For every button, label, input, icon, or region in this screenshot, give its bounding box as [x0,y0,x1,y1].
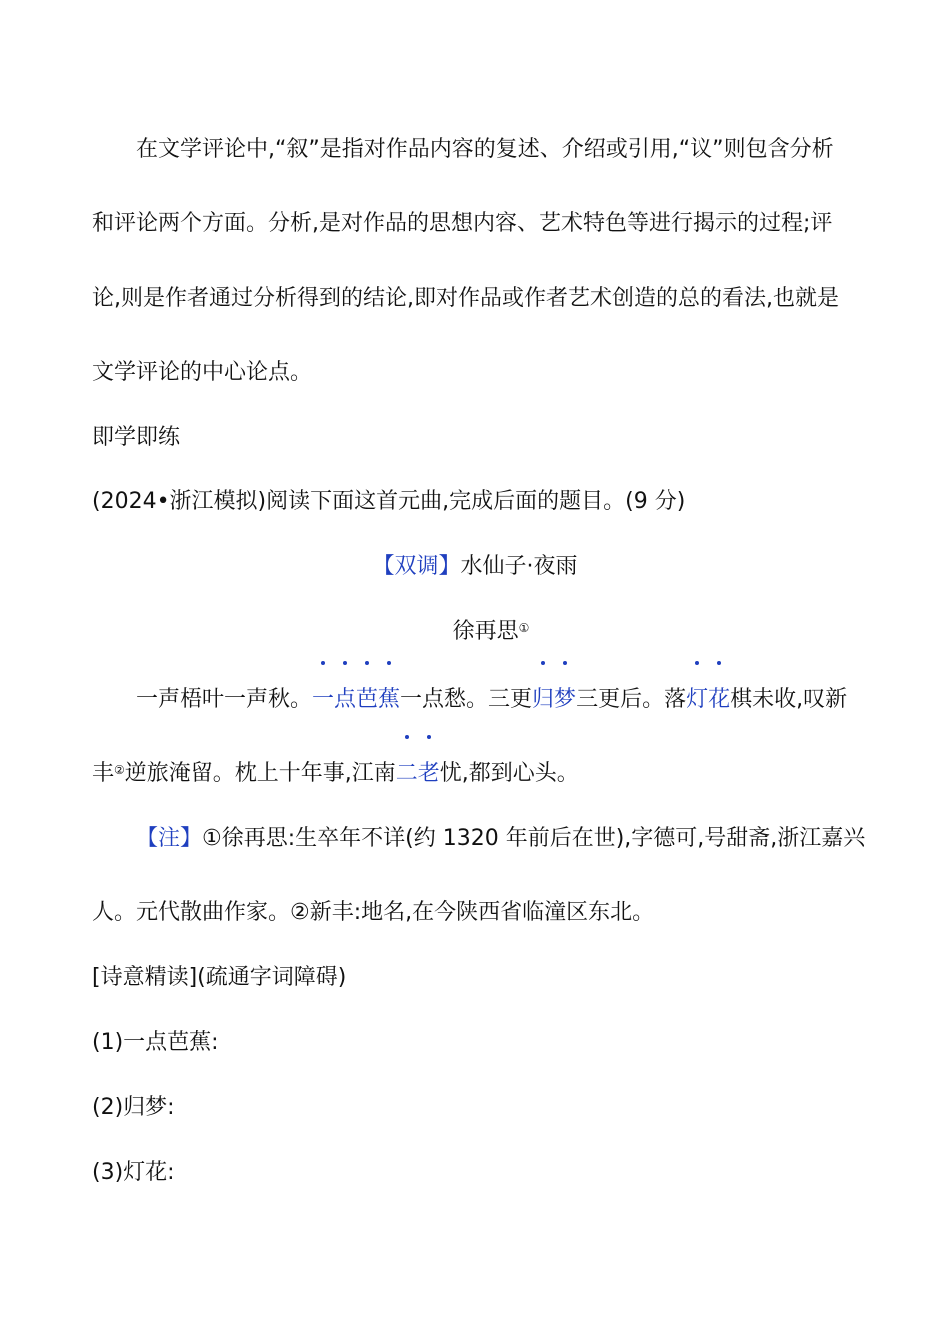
intro-line-2: 和评论两个方面。分析,是对作品的思想内容、艺术特色等进行揭示的过程;评 [92,211,833,236]
poem-line-2-part-1: 丰 [92,761,115,786]
reading-item-1: (1)一点芭蕉: [92,1030,219,1055]
poem-line-2-part-3: 忧,都到心头。 [439,761,579,786]
keyword-text: 一点芭蕉 [312,687,401,712]
poem-author: 徐再思 [452,619,519,644]
emphasis-dots [312,661,400,671]
poem-line-2-part-2: 逆旅淹留。枕上十年事,江南 [124,761,396,786]
emphasis-dots [396,735,440,745]
intro-line-3: 论,则是作者通过分析得到的结论,即对作品或作者艺术创造的总的看法,也就是 [92,286,839,311]
poem-title: 水仙子·夜雨 [460,554,578,579]
keyword-yidian-bajiao [312,685,400,715]
poem-author-line [0,617,950,647]
notes-line-2: 人。元代散曲作家。②新丰:地名,在今陕西省临潼区东北。 [92,900,655,925]
poem-line-1-part-4: 棋未收,叹新 [730,687,848,712]
poem-line-1-part-2: 一点愁。三更 [400,687,533,712]
xinfeng-note-mark: ② [114,763,125,777]
tune-bracket: 【双调】 [372,554,461,579]
poem-line-1-part-1: 一声梧叶一声秋。 [136,687,313,712]
keyword-text: 二老 [395,761,440,786]
reading-item-2: (2)归梦: [92,1095,175,1120]
keyword-denghua [686,685,730,715]
notes-line-1 [136,824,865,854]
keyword-guimeng [532,685,576,715]
notes-text-1: ①徐再思:生卒年不详(约 1320 年前后在世),字德可,号甜斋,浙江嘉兴 [202,826,866,851]
keyword-text: 灯花 [686,687,731,712]
intro-line-4: 文学评论的中心论点。 [92,360,313,385]
keyword-text: 归梦 [532,687,577,712]
poem-title-line [0,552,950,582]
reading-heading: [诗意精读](疏通字词障碍) [92,965,347,990]
poem-line-1 [136,685,847,715]
section-title: 即学即练 [92,425,181,450]
poem-line-1-part-3: 三更后。落 [576,687,687,712]
reading-item-3: (3)灯花: [92,1160,175,1185]
notes-label: 【注】 [136,826,203,851]
poem-line-2 [92,759,579,789]
author-note-mark: ① [518,621,530,635]
question-text: (2024•浙江模拟)阅读下面这首元曲,完成后面的题目。(9 分) [92,489,686,514]
emphasis-dots [686,661,730,671]
intro-line-1: 在文学评论中,“叙”是指对作品内容的复述、介绍或引用,“议”则包含分析 [136,137,834,162]
keyword-erlao [396,759,440,789]
emphasis-dots [532,661,576,671]
